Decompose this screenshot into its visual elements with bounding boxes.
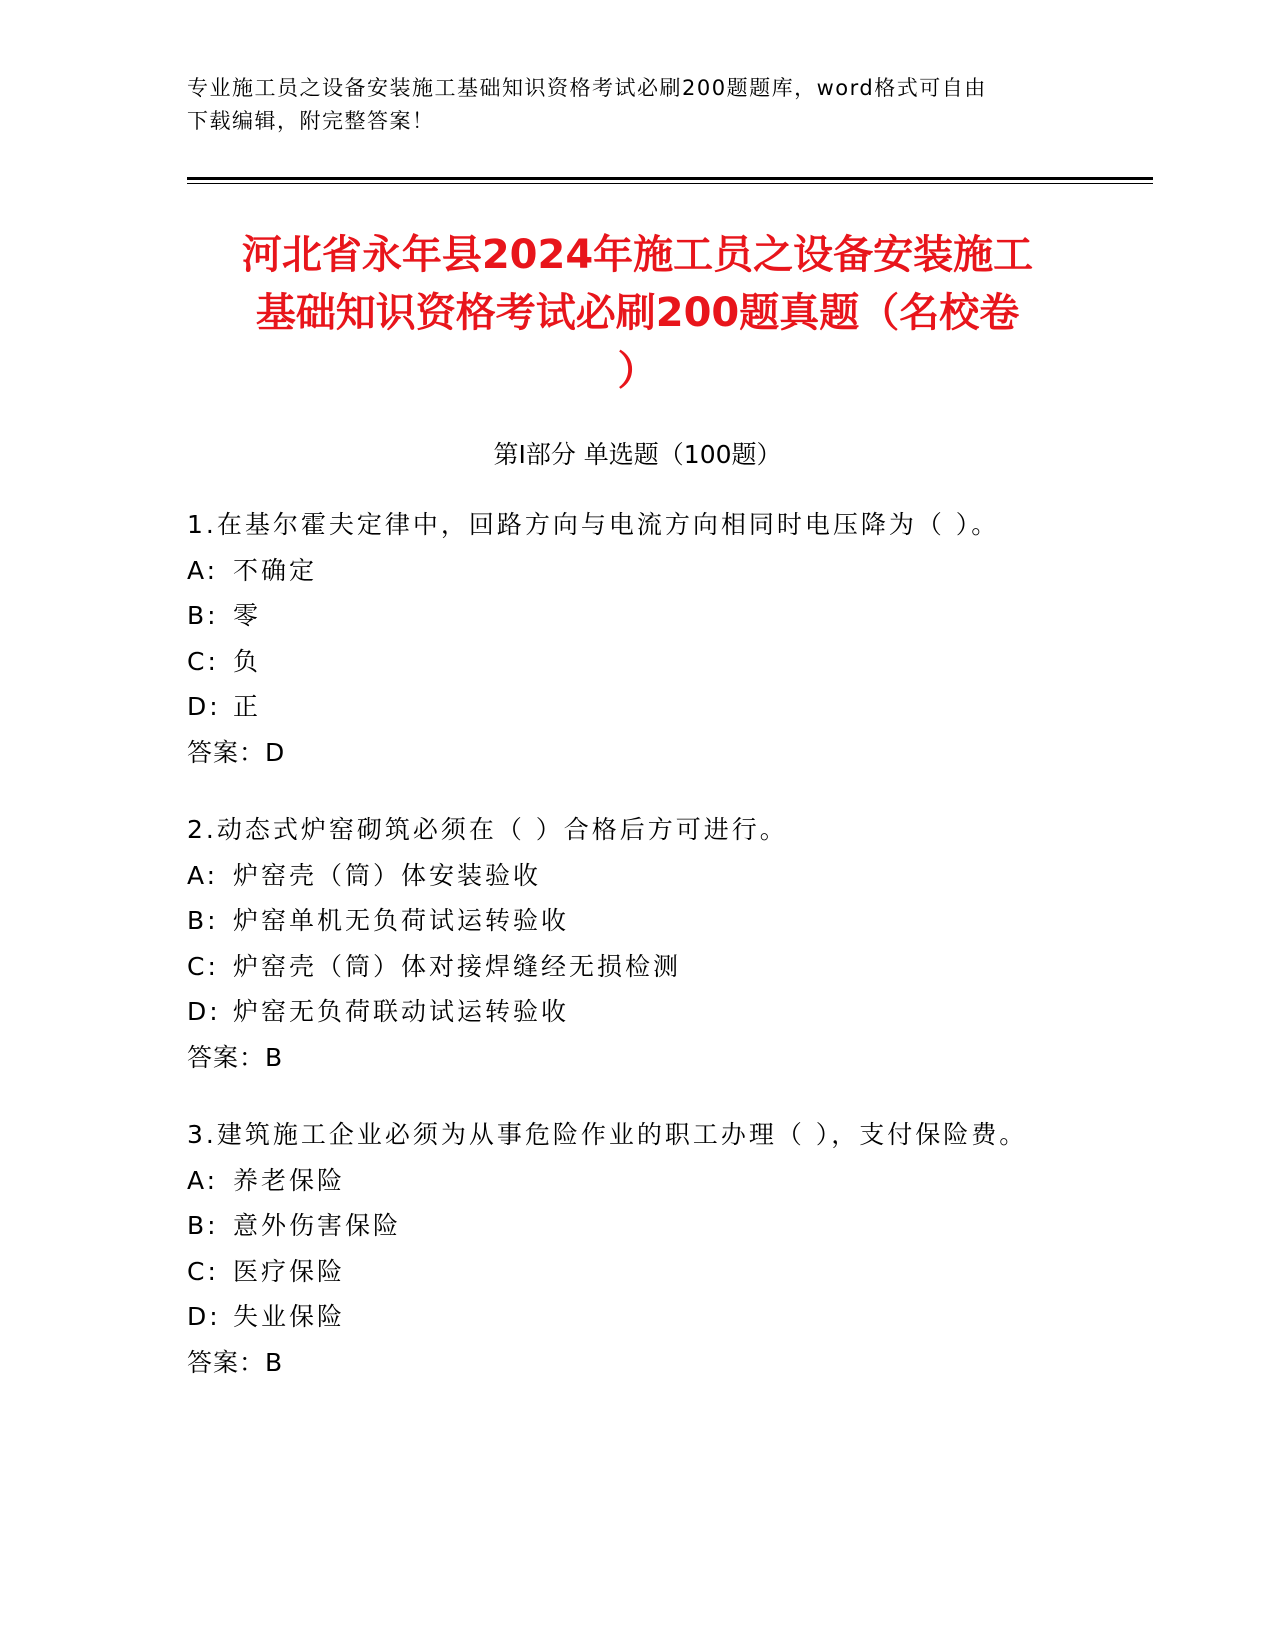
option-key: B: (187, 906, 219, 935)
option-key: A: (187, 555, 219, 585)
title-line-1: 河北省永年县2024年施工员之设备安装施工 (241, 232, 1034, 278)
option-text: 炉窑单机无负荷试运转验收 (233, 906, 570, 935)
answer-line: 答案：D (187, 737, 286, 767)
option-key: D: (187, 997, 221, 1026)
title-line-3: ） (617, 348, 658, 394)
option-a (187, 1158, 1187, 1204)
option-c (187, 1249, 1187, 1295)
question-2 (187, 807, 1187, 1080)
option-key: B: (187, 1211, 219, 1240)
option-b (187, 898, 1187, 944)
section-heading: 第Ⅰ部分 单选题（100题） (493, 440, 782, 469)
intro-line-1: 专业施工员之设备安装施工基础知识资格考试必刷200题题库，word格式可自由 (187, 76, 987, 100)
option-text: 意外伤害保险 (233, 1211, 402, 1240)
question-3 (187, 1112, 1187, 1385)
header-divider-thin (187, 183, 1153, 184)
option-c (187, 639, 1187, 685)
option-key: A: (187, 860, 219, 890)
option-text: 养老保险 (233, 1165, 346, 1195)
option-text: 炉窑壳（筒）体对接焊缝经无损检测 (233, 951, 682, 981)
option-text: 零 (233, 601, 262, 630)
question-1 (187, 502, 1187, 775)
question-stem: 2.动态式炉窑砌筑必须在（ ）合格后方可进行。 (187, 815, 788, 844)
document-title (150, 226, 1125, 400)
option-d (187, 1294, 1187, 1340)
intro-text (187, 72, 1087, 138)
option-key: C: (187, 1256, 219, 1286)
option-text: 医疗保险 (233, 1256, 346, 1286)
option-text: 炉窑壳（筒）体安装验收 (233, 860, 542, 890)
option-text: 失业保险 (233, 1302, 346, 1331)
option-key: D: (187, 692, 221, 721)
option-key: C: (187, 646, 219, 676)
title-line-2: 基础知识资格考试必刷200题真题（名校卷 (255, 290, 1020, 336)
option-d (187, 684, 1187, 730)
option-c (187, 944, 1187, 990)
option-a (187, 548, 1187, 594)
option-key: B: (187, 601, 219, 630)
option-d (187, 989, 1187, 1035)
option-a (187, 853, 1187, 899)
option-b (187, 593, 1187, 639)
question-stem: 3.建筑施工企业必须为从事危险作业的职工办理（ ），支付保险费。 (187, 1120, 1028, 1149)
answer-line: 答案：B (187, 1347, 284, 1377)
answer-line: 答案：B (187, 1042, 284, 1072)
intro-line-2: 下载编辑，附完整答案！ (187, 109, 435, 133)
option-text: 负 (233, 646, 262, 676)
option-text: 炉窑无负荷联动试运转验收 (233, 997, 570, 1026)
option-text: 正 (233, 692, 262, 721)
header-divider-thick (187, 177, 1153, 180)
option-key: D: (187, 1302, 221, 1331)
option-key: C: (187, 951, 219, 981)
option-b (187, 1203, 1187, 1249)
option-text: 不确定 (233, 555, 318, 585)
option-key: A: (187, 1165, 219, 1195)
question-stem: 1.在基尔霍夫定律中，回路方向与电流方向相同时电压降为（ ）。 (187, 510, 1000, 539)
